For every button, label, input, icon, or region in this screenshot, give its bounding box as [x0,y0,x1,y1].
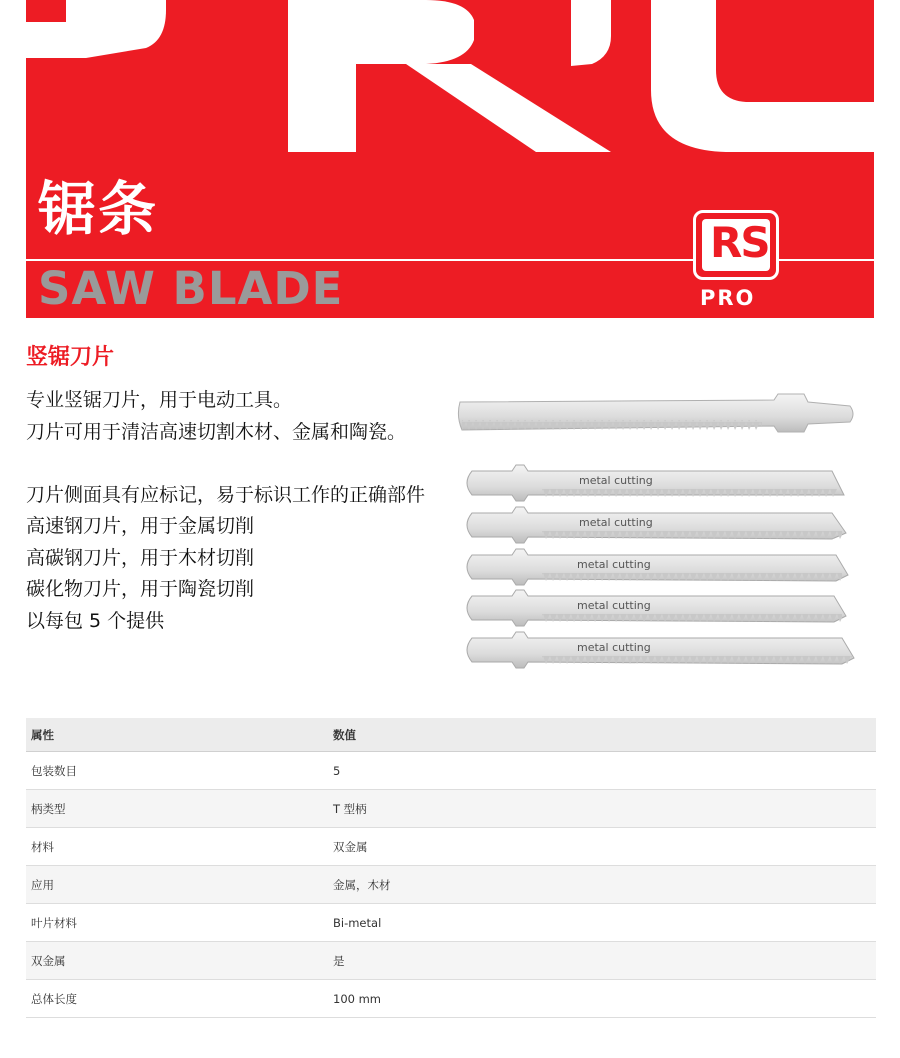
saw-blades-image [452,390,862,675]
header-property: 属性 [26,718,328,752]
metal-blade [467,507,846,543]
blade-label: metal cutting [577,641,651,654]
blade-label: metal cutting [579,474,653,487]
value-cell: 金属，木材 [328,866,876,904]
table-header-row [26,718,876,752]
wood-blade [458,394,853,432]
value-cell: Bi-metal [328,904,876,942]
table-row [26,828,876,866]
description-line: 刀片可用于清洁高速切割木材、金属和陶瓷。 [26,420,407,443]
description-text [26,385,425,637]
property-cell: 柄类型 [26,790,328,828]
property-cell: 叶片材料 [26,904,328,942]
table-row [26,942,876,980]
blade-label: metal cutting [579,516,653,529]
description-line: 高速钢刀片，用于金属切削 [26,515,255,537]
table-row [26,866,876,904]
property-cell: 总体长度 [26,980,328,1018]
table-row [26,980,876,1018]
metal-blade [467,632,854,668]
description-line: 以每包 5 个提供 [26,609,165,632]
header-value: 数值 [328,718,876,752]
section-heading: 竖锯刀片 [26,345,115,370]
banner-title-cn: 锯条 [38,175,159,243]
value-cell: T 型柄 [328,790,876,828]
value-cell: 是 [328,942,876,980]
blade-label: metal cutting [577,599,651,612]
table-row [26,904,876,942]
rs-logo-text: RS [710,218,769,267]
metal-blade [467,590,846,626]
value-cell: 100 mm [328,980,876,1018]
rs-logo [693,210,779,280]
metal-blade [467,465,844,501]
property-cell: 应用 [26,866,328,904]
table-row [26,790,876,828]
description-line: 专业竖锯刀片，用于电动工具。 [26,389,293,411]
property-cell: 材料 [26,828,328,866]
banner-title-en: SAW BLADE [38,262,344,315]
description-line [26,448,425,480]
table-row [26,752,876,790]
blade-label: metal cutting [577,558,651,571]
rs-logo-mark [702,219,770,271]
pro-label: PRO [700,286,756,310]
property-cell: 包装数目 [26,752,328,790]
description-line: 刀片侧面具有应标记，易于标识工作的正确部件 [26,483,426,506]
value-cell: 双金属 [328,828,876,866]
property-cell: 双金属 [26,942,328,980]
description-line: 碳化物刀片，用于陶瓷切削 [26,578,255,600]
value-cell: 5 [328,752,876,790]
header-banner [26,0,874,318]
spec-table [26,718,876,1018]
description-line: 高碳钢刀片，用于木材切削 [26,546,255,569]
metal-blade [467,549,848,585]
